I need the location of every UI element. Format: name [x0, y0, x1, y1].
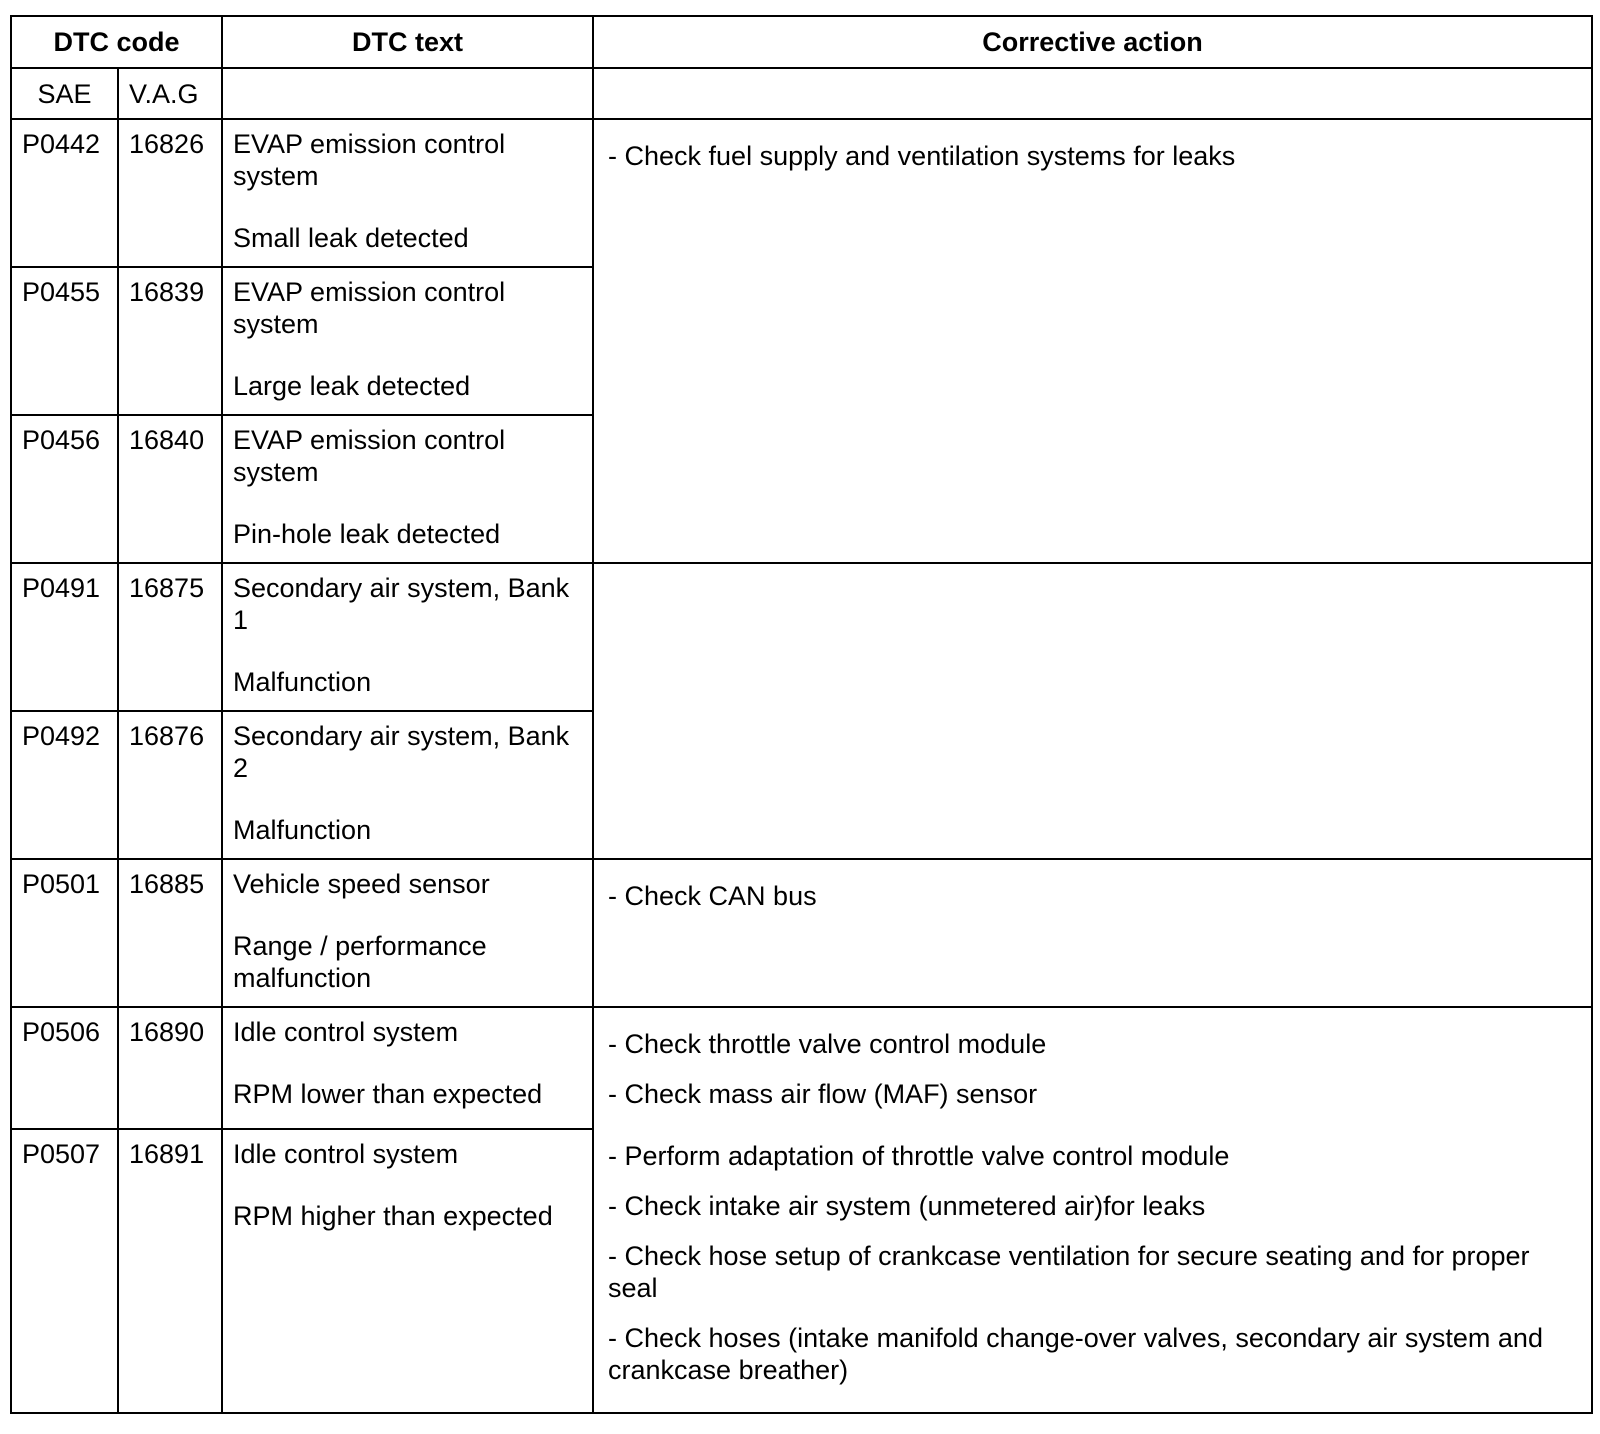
sae-code: P0492: [11, 711, 118, 859]
header-dtc-code: DTC code: [11, 16, 222, 68]
action-item: - Check intake air system (unmetered air)for leaks: [608, 1191, 1206, 1221]
sae-code: P0456: [11, 415, 118, 563]
action-cell-speed-sensor: [593, 859, 1592, 1007]
subheader-empty-text: [222, 68, 593, 119]
dtc-text-main: EVAP emission control system: [233, 425, 506, 487]
sae-code: P0491: [11, 563, 118, 711]
action-item: - Check fuel supply and ventilation systems for leaks: [608, 141, 1236, 171]
action-item: - Check throttle valve control module: [608, 1029, 1047, 1059]
action-cell-secondary-air: [593, 563, 1592, 859]
dtc-text-main: Secondary air system, Bank 1: [233, 573, 570, 635]
action-item: - Perform adaptation of throttle valve control module: [608, 1141, 1230, 1171]
dtc-text-detail: Large leak detected: [233, 371, 471, 401]
dtc-text-detail: Malfunction: [233, 667, 372, 697]
sae-code: P0507: [11, 1129, 118, 1413]
header-dtc-text: DTC text: [222, 16, 593, 68]
header-row: [11, 16, 1592, 68]
table-row: [11, 859, 1592, 1007]
dtc-text-main: Idle control system: [233, 1138, 459, 1169]
sae-code: P0442: [11, 119, 118, 267]
dtc-text-cell: [222, 1007, 593, 1129]
dtc-text-cell: [222, 267, 593, 415]
dtc-text-cell: [222, 1129, 593, 1413]
vag-code: 16891: [118, 1129, 222, 1413]
vag-code: 16840: [118, 415, 222, 563]
dtc-text-main: EVAP emission control system: [233, 129, 506, 191]
action-item: - Check hose setup of crankcase ventilation for secure seating and for proper seal: [608, 1241, 1530, 1303]
dtc-text-cell: [222, 119, 593, 267]
vag-code: 16890: [118, 1007, 222, 1129]
table-row: [11, 119, 1592, 267]
dtc-text-cell: [222, 711, 593, 859]
header-sae: SAE: [11, 68, 118, 119]
table-row: [11, 563, 1592, 711]
sae-code: P0455: [11, 267, 118, 415]
dtc-text-detail: Pin-hole leak detected: [233, 519, 501, 549]
header-vag: V.A.G: [118, 68, 222, 119]
dtc-text-main: Vehicle speed sensor: [233, 869, 490, 899]
dtc-table: [10, 15, 1593, 1414]
dtc-text-detail: RPM higher than expected: [233, 1200, 553, 1231]
action-item: - Check mass air flow (MAF) sensor: [608, 1079, 1038, 1109]
vag-code: 16826: [118, 119, 222, 267]
sae-code: P0506: [11, 1007, 118, 1129]
action-cell-idle: [593, 1007, 1592, 1413]
subheader-empty-action: [593, 68, 1592, 119]
dtc-text-detail: Small leak detected: [233, 223, 469, 253]
action-cell-evap: [593, 119, 1592, 563]
sae-code: P0501: [11, 859, 118, 1007]
action-item: - Check CAN bus: [608, 881, 817, 911]
dtc-text-main: EVAP emission control system: [233, 277, 506, 339]
header-corrective-action: Corrective action: [593, 16, 1592, 68]
vag-code: 16876: [118, 711, 222, 859]
vag-code: 16839: [118, 267, 222, 415]
dtc-text-main: Secondary air system, Bank 2: [233, 721, 570, 783]
dtc-text-detail: RPM lower than expected: [233, 1079, 543, 1109]
dtc-text-detail: Malfunction: [233, 815, 372, 845]
table-row: [11, 1007, 1592, 1129]
action-item: - Check hoses (intake manifold change-over valves, secondary air system and crankcase breather): [608, 1323, 1543, 1385]
dtc-text-main: Idle control system: [233, 1017, 459, 1047]
dtc-text-cell: [222, 415, 593, 563]
vag-code: 16875: [118, 563, 222, 711]
dtc-text-detail: Range / performance malfunction: [233, 931, 487, 993]
subheader-row: [11, 68, 1592, 119]
dtc-text-cell: [222, 859, 593, 1007]
vag-code: 16885: [118, 859, 222, 1007]
dtc-text-cell: [222, 563, 593, 711]
